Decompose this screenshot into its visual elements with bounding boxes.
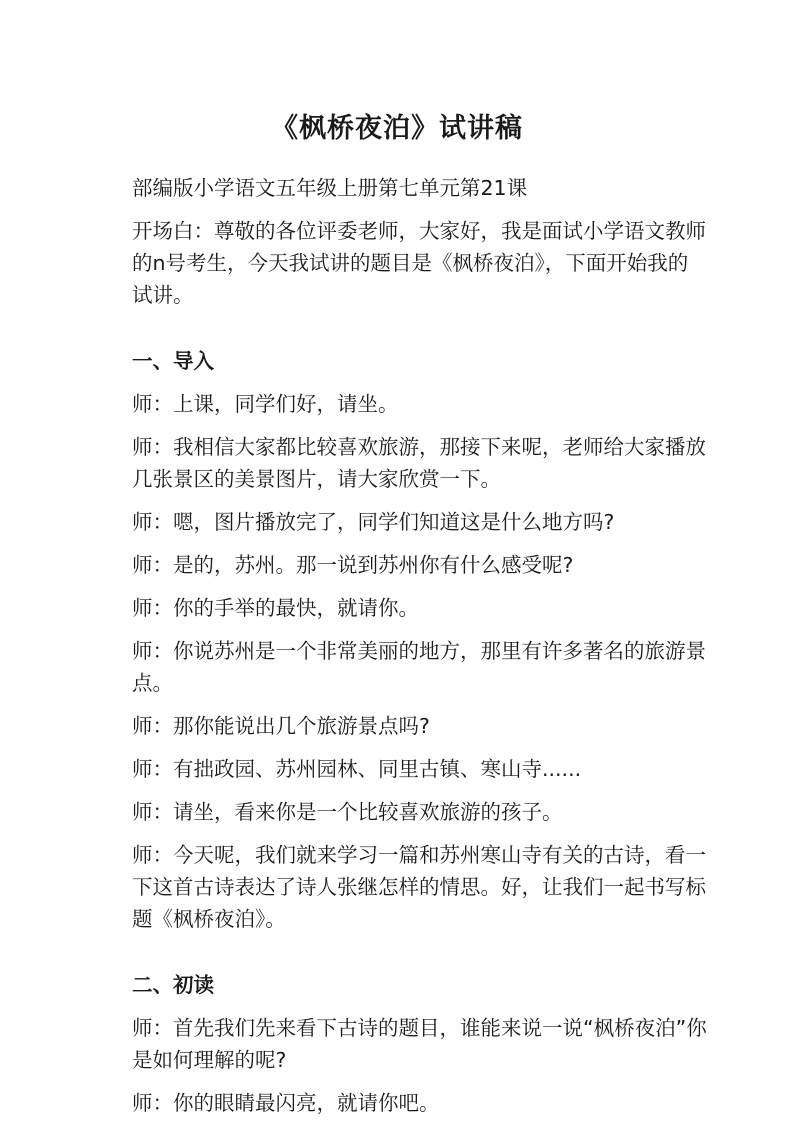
dialogue-line: 师：有拙政园、苏州园林、同里古镇、寒山寺...... [132,757,582,781]
section-heading-intro: 一、导入 [132,349,214,373]
document-body [132,172,707,1130]
dialogue-line: 师：你的手举的最快，就请你。 [132,596,419,620]
dialogue-line: 师：是的，苏州。那一说到苏州你有什么感受呢? [132,553,574,577]
opening-paragraph: 开场白：尊敬的各位评委老师，大家好，我是面试小学语文教师的n号考生，今天我试讲的题目是《枫桥夜泊》，下面开始我的试讲。 [132,219,706,307]
section-heading-first-reading: 二、初读 [132,973,214,997]
dialogue-line: 师：那你能说出几个旅游景点吗? [132,714,430,738]
dialogue-line: 师：我相信大家都比较喜欢旅游，那接下来呢，老师给大家播放几张景区的美景图片，请大家欣赏一下。 [132,435,706,491]
dialogue-line: 师：上课，同学们好，请坐。 [132,392,399,416]
dialogue-line: 师：你的眼睛最闪亮，就请你吧。 [132,1091,440,1115]
dialogue-line: 师：首先我们先来看下古诗的题目，谁能来说一说“枫桥夜泊”你是如何理解的呢? [132,1016,707,1072]
document-title: 《枫桥夜泊》试讲稿 [271,113,523,144]
dialogue-line: 师：请坐，看来你是一个比较喜欢旅游的孩子。 [132,800,563,824]
dialogue-line: 师：今天呢，我们就来学习一篇和苏州寒山寺有关的古诗，看一下这首古诗表达了诗人张继怎样的情思。好，让我们一起书写标题《枫桥夜泊》。 [132,843,706,931]
dialogue-line: 师：你说苏州是一个非常美丽的地方，那里有许多著名的旅游景点。 [132,639,706,695]
subtitle: 部编版小学语文五年级上册第七单元第21课 [132,176,528,200]
dialogue-line: 师：嗯，图片播放完了，同学们知道这是什么地方吗? [132,510,615,534]
